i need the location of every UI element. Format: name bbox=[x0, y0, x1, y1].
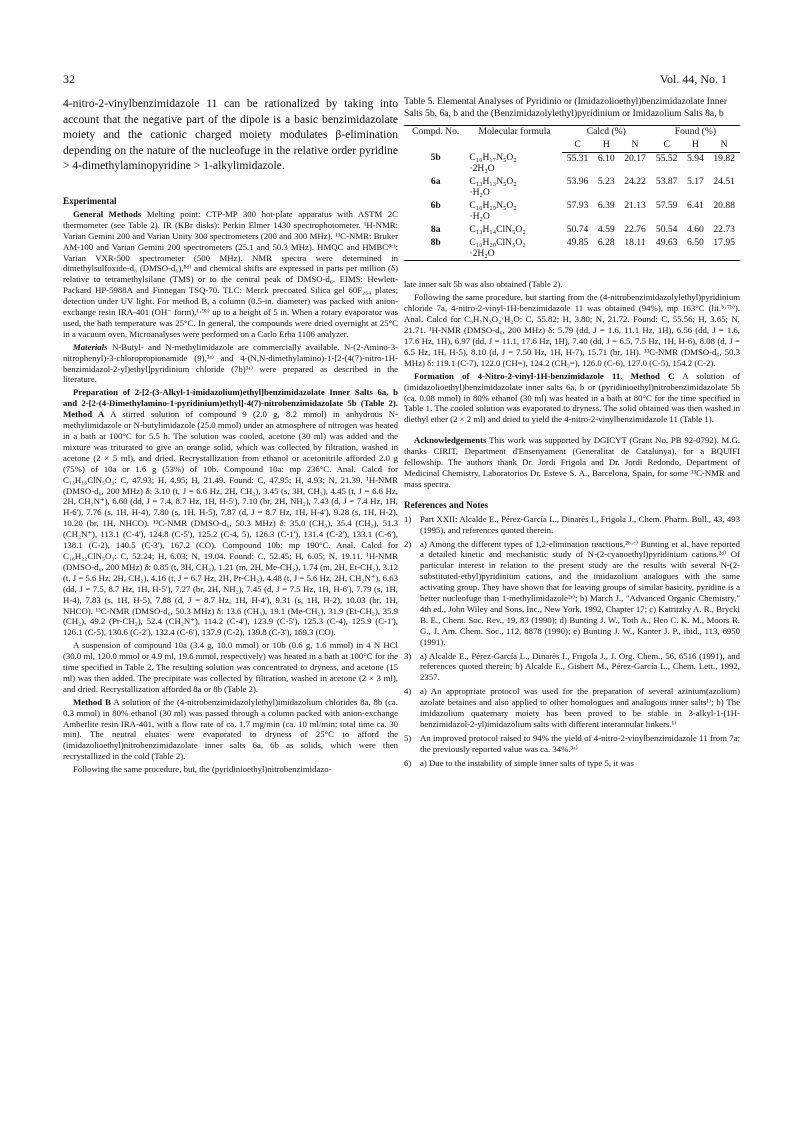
found-c-cell: 57.59 bbox=[655, 199, 678, 211]
found-c-cell: 50.54 bbox=[655, 223, 678, 235]
right-column bbox=[404, 96, 740, 772]
found-n-cell: 19.82 bbox=[713, 152, 735, 164]
formula-hydrate: ·H₂O bbox=[469, 187, 490, 199]
calcd-h-cell: 6.39 bbox=[597, 199, 615, 211]
col-calcd: Calcd (%) bbox=[562, 126, 651, 139]
formula-main: C₁₆H₁₇N₅O₂ bbox=[469, 152, 517, 164]
method-b-text: A solution of the (4-nitrobenzimidazolylethyl)imidazolium chlorides 8a, 8b (ca. 0.3 mmol) in 80% ethanol (30 ml) was passed through a column packed with anion-exchange Amberlite resin IRA-401, with a flow rate of ca. 1.7 mg/min (ca. 10 ml/min; total time ca. 30 min). The neutral eluates were evaporated to dryness of 25°C to afford the (imidazolioethyl)nitrobenzimidazolate inner salts 6a, 6b as solids, which were then recrystallized in the cold (Table 2). bbox=[63, 696, 398, 762]
vinyl-following-paragraph: Following the same procedure, but starting from the (4-nitrobenzimidazolylethyl)pyridinium chloride 7a, 4-nitro-2-vinyl-1H-benzimidazole 11 was obtained (94%), mp 163°C (lit.⁵·⁷ᵇ⁾). Anal. Calcd for C₉H₇N₃O₂·H₂O: C, 55.82; H, 3.80; N, 21.72. Found: C, 55.56; H, 3.65; N, 21.71. ¹H-NMR (DMSO-d₆, 200 MHz) δ: 5.79 (dd, J = 1.6, 11.1 Hz, 1H), 6.56 (dd, J = 1.6, 17.6 Hz, 1H), 6.97 (dd, J = 11.1, 17.6 Hz, 1H), 7.40 (dd, J = 6.5, 7.5 Hz, 1H, H-6), 8.08 (d, J = 6.5 Hz, 1H, H-5), 8.10 (d, J = 7.50 Hz, 1H, H-7), 15.71 (br, 1H). ¹³C-NMR (DMSO-d₆, 50.3 MHz) δ: 119.1 (C-7), 122.0 (CH=), 124.2 (CH₂=), 126.0 (C-6), 127.0 (C-5), 154.2 (C-2). bbox=[404, 292, 740, 368]
table5-body bbox=[404, 152, 740, 261]
col-compd: Compd. No. bbox=[404, 126, 467, 153]
suspension-paragraph: A suspension of compound 10a (3.4 g, 10.0 mmol) or 10b (0.6 g, 1.6 mmol) in 4 N HCl (30.0 ml, 120.0 mmol or 4.9 ml, 19.6 mmol, respectively) was heated in a bath at 100°C for the time specified in Table 2. The resulting solution was concentrated to dryness, and acetone (15 ml) was then added. The precipitate was collected by filtration, washed in acetone (2 × 3 ml), and dried. Recrystallization afforded 8a or 8b (Table 2). bbox=[63, 640, 398, 694]
found-c-cell: 55.52 bbox=[655, 152, 678, 164]
reference-item bbox=[404, 539, 740, 648]
compd-cell: 8b bbox=[404, 237, 467, 261]
formula-hydrate: ·2H₂O bbox=[469, 247, 495, 259]
reference-number: 1) bbox=[404, 513, 412, 524]
volume-info: Vol. 44, No. 1 bbox=[659, 72, 727, 86]
reference-number: 2) bbox=[404, 538, 412, 549]
reference-item bbox=[404, 514, 740, 536]
col-calcd-c: C bbox=[562, 139, 594, 152]
formula-cell bbox=[467, 200, 561, 224]
materials-paragraph bbox=[63, 342, 398, 386]
elemental-analysis-table bbox=[404, 125, 740, 261]
found-h-cell: 6.50 bbox=[683, 237, 709, 261]
found-h-cell: 5.94 bbox=[687, 152, 704, 164]
acknowledgements-paragraph bbox=[404, 435, 740, 490]
table-row bbox=[404, 200, 740, 224]
formation-title: Formation of 4-Nitro-2-vinyl-1H-benzimidazole 11. Method C bbox=[414, 370, 675, 381]
materials-text: N-Butyl- and N-methylimidazole are commercially available. N-(2-Amino-3-nitrophenyl)-3-chloropropionamide (9),³ᵃ⁾ and 4-(N,N-dimethylamino)-1-[2-(4(7)-nitro-1H-benzimidazol-2-yl)ethyl]pyridinium chloride (7b)³ᵃ⁾ were prepared as described in the literature. bbox=[63, 341, 398, 385]
reference-number: 6) bbox=[404, 757, 412, 768]
page-number: 32 bbox=[63, 72, 75, 86]
table-row bbox=[404, 237, 740, 261]
formula-main: C₁₃H₁₃N₅O₂ bbox=[469, 176, 517, 188]
left-column bbox=[63, 96, 398, 777]
late-inner-salt-line: late inner salt 5b was also obtained (Table 2). bbox=[404, 279, 563, 290]
calcd-c-cell: 55.31 bbox=[566, 152, 589, 164]
general-methods-label: General Methods bbox=[73, 208, 142, 219]
formula-cell bbox=[467, 237, 561, 261]
calcd-n-cell: 22.76 bbox=[624, 223, 646, 235]
calcd-h-cell: 4.59 bbox=[597, 223, 615, 235]
preparation-text: A stirred solution of compound 9 (2.0 g, 8.2 mmol) in anhydrous N-methylimidazole or N-butylimidazole (25.0 mmol) under an atmosphere of nitrogen was heated in a bath at 100°C for 5.5 h. The solution was cooled, acetone (30 ml) was added and the mixture was triturated to give an orange solid, which was collected by filtration, washed in acetone (2 × 5 ml), and dried. Recrystallization from ethanol or acetonitrile afforded 2.0 g (75%) of 10a or 1.6 g (53%) of 10b. Compound 10a: mp 236°C. Anal. Calcd for C₁₃H₁₆ClN₅O₃: C, 47.93; H, 4.95; H, 21.49. Found: C, 47.95; H, 4.93; N, 21.39. ¹H-NMR (DMSO-d₆, 200 MHz) δ: 3.10 (t, J = 6.6 Hz, 2H, CH₂), 3.45 (s, 3H, CH₃), 4.45 (t, J = 6.6 Hz, 2H, CH₂N⁺), 6.60 (dd, J = 7.4, 8.7 Hz, 1H, H-5'), 7.10 (br, 2H, NH₂), 7.43 (d, J = 7.4 Hz, 1H, H-6'), 7.76 (s, 1H, H-4), 7.80 (s, 1H, H-5), 7.87 (d, J = 8.7 Hz, 1H, H-4'), 9.28 (s, 1H, H-2), 10.20 (br, 1H, NHCO). ¹³C-NMR (DMSO-d₆, 50.3 MHz) δ: 35.0 (CH₃), 35.4 (CH₂), 51.3 (CH₂N⁺), 113.1 (C-4'), 124.8 (C-5'), 125.2 (C-4, 5), 126.3 (C-1'), 131.4 (C-2'), 133.1 (C-6'), 138.1 (C-2), 140.5 (C-3'), 167.2 (CO). Compound 10b: mp 190°C. Anal. Calcd for C₁₆H₂₂ClN₅O₃: C, 52.24; H, 6.03; N, 19.04. Found: C, 52.45; H, 6.05; N, 19.11. ¹H-NMR (DMSO-d₆, 200 MHz) δ: 0.85 (t, 3H, CH₃), 1.21 (m, 2H, Me-CH₂), 1.74 (m, 2H, Et-CH₂), 3.12 (t, J = 5.6 Hz, 2H, CH₂), 4.16 (t, J = 6.7 Hz, 2H, Pr-CH₂), 4.48 (t, J = 5.6 Hz, 2H, CH₂N⁺), 6.63 (dd, J = 7.5, 8.7 Hz, 1H, H-5'), 7.27 (br, 2H, NH₂), 7.45 (d, J = 7.5 Hz, 1H, H-6'), 7.79 (s, 1H, H-4), 7.83 (s, 1H, H-5), 7.88 (d, J = 8.7 Hz, 1H, H-4'), 9.31 (s, 1H, H-2), 10.03 (br, 1H, NHCO). ¹³C-NMR (DMSO-d₆, 50.3 MHz) δ: 13.6 (CH₃), 19.1 (Me-CH₂), 31.9 (Et-CH₂), 35.9 (CH₂), 49.2 (Pr-CH₂), 52.4 (CH₂N⁺), 114.2 (C-4'), 123.9 (C-5'), 125.3 (C-4), 125.9 (C-1'), 126.1 (C-5), 130.6 (C-2'), 132.4 (C-6'), 137.9 (C-2), 139.8 (C-3'), 169.3 (CO). bbox=[63, 409, 398, 638]
calcd-n-cell: 21.13 bbox=[624, 199, 646, 211]
compd-cell: 6a bbox=[430, 176, 441, 188]
col-found-n: N bbox=[708, 139, 740, 152]
found-h-cell: 6.41 bbox=[687, 199, 704, 211]
compd-cell: 6b bbox=[430, 199, 441, 211]
ack-text: This work was supported by DGICYT (Grant No. PB 92-0792). M.G. thanks CIRIT, Department d'Ensenyament (Generalitat de Catalunya), for a BQUIFI fellowship. The authors thank Dr. Jordi Frigola and Dr. Jordi Redondo, Department of Medicinal Chemistry, Laboratorios Dr. Esteve S. A., Barcelona, Spain, for some ¹³C-NMR and mass spectra. bbox=[404, 435, 740, 489]
found-h-cell: 4.60 bbox=[687, 223, 704, 235]
calcd-h-cell: 5.23 bbox=[597, 176, 615, 188]
reference-text: a) An appropriate protocol was used for the preparation of several azinium(azolium) azolate betaines and also applied to other homologues and analogous inner salts¹⁾; b) The imidazolium quaternary moiety has been proved to be stable in 3-alkyl-1-(1H-benzimidazol-2-yl)imidazolium salts with different interannular linkers.¹⁾ bbox=[420, 686, 740, 729]
found-n-cell: 24.51 bbox=[713, 176, 735, 188]
intro-paragraph: 4-nitro-2-vinylbenzimidazole 11 can be rationalized by taking into account that the negative part of the dipole is a basic benzimidazolate moiety and the cationic charged moiety modulates β-elimination depending on the nature of the nucleofuge in the relative order pyridine > 4-dimethylaminopyridine > 1-alkylimidazole. bbox=[63, 97, 398, 173]
reference-number: 5) bbox=[404, 732, 412, 743]
reference-number: 3) bbox=[404, 650, 412, 661]
formula-main: C₁₆H₁₉N₅O₂ bbox=[469, 199, 517, 211]
reference-text: a) Due to the instability of simple inner salts of type 5, it was bbox=[420, 757, 634, 768]
reference-text: Part XXII: Alcalde E., Pérez-García L., Dinarès I., Frigola J., Chem. Pharm. Bull., 43, 493 (1995), and references quoted therein. bbox=[420, 513, 740, 535]
formula-main: C₁₃H₁₄ClN₅O₂ bbox=[469, 223, 526, 235]
found-n-cell: 22.73 bbox=[713, 223, 735, 235]
reference-number: 4) bbox=[404, 686, 412, 697]
formula-hydrate: ·2H₂O bbox=[469, 163, 495, 175]
general-methods-text: Melting point: CTP-MP 300 hot-plate apparatus with ASTM 2C thermometer (see Table 2). IR (KBr disks): Perkin Elmer 1430 spectrophotometer. ¹H-NMR: Varian Gemini 200 and Varian Unity 300 spectrometers (200 and 300 MHz). ¹³C-NMR: Bruker AM-100 and Varian Gemini 200 spectrometers (25.1 and 50.3 MHz). HMQC and HMBC⁸ᶜ⁾: Varian VXR-500 spectrometer (500 MHz). NMR spectra were determined in dimethylsulfoxide-d₆ (DMSO-d₆),⁸ᵈ⁾ and chemical shifts are expressed in parts per million (δ) relative to tetramethylsilane (TMS) or to the central peak of DMSO-d₆. EIMS: Hewlett-Packard HP-5988A and Finnegan TSQ-70. TLC: Merck precoated Silica gel 60F₂₅₄ plates; detection under UV light. For method B, a column (0.5-in. diameter) was packed with anion-exchange resin IRA-401 (OH⁻ form),¹·⁹ᵇ⁾ up to a height of 5 in. When a rotary evaporator was used, the bath temperature was 25°C. In general, the compounds were dried overnight at 25°C in a vacuum oven. Microanalyses were performed on a Carlo Erba 1106 analyzer. bbox=[63, 208, 399, 339]
formula-cell bbox=[467, 224, 561, 237]
general-methods-paragraph bbox=[63, 209, 398, 340]
table-row bbox=[404, 152, 740, 176]
formula-cell bbox=[467, 152, 561, 176]
following-paragraph: Following the same procedure, but, the (pyridinioethyl)nitrobenzimidazo- bbox=[73, 764, 332, 775]
reference-item bbox=[404, 733, 740, 755]
calcd-h-cell: 6.10 bbox=[597, 152, 615, 164]
method-b-paragraph bbox=[63, 697, 398, 762]
compd-cell: 8a bbox=[430, 223, 441, 235]
table-row bbox=[404, 224, 740, 237]
compd-cell: 5b bbox=[430, 152, 441, 164]
calcd-c-cell: 57.93 bbox=[566, 199, 589, 211]
method-b-label: Method B bbox=[73, 696, 111, 707]
experimental-heading: Experimental bbox=[63, 195, 117, 206]
reference-text: An improved protocol raised to 94% the yield of 4-nitro-2-vinylbenzimidazole 11 from 7a; the previously reported value was ca. 34%.³ᵃ⁾ bbox=[420, 732, 740, 754]
formation-text: A solution of (imidazolioethyl)benzimidazolate inner salts 6a, b or (pyridinioethyl)nitrobenzimidazolate 5b (ca. 0.08 mmol) in 80% ethanol (30 ml) was heated in a bath at 80°C for the time specified in Table 1. The cooled solution was evaporated to dryness. The solid obtained was then washed in diethyl ether (2 × 2 ml) and dried to yield the 4-nitro-2-vinylbenzimidazole 11 (Table 1). bbox=[404, 370, 740, 425]
preparation-title: Preparation of 2-[2-(3-Alkyl-1-imidazolium)ethyl]benzimidazolate Inner Salts 6a, b and 2-[2-(4-Dimethylamino-1-pyridinium)ethyl]-4(7)-nitrobenzimidazolate 5b (Table 2). Method A bbox=[63, 387, 398, 420]
found-n-cell: 20.88 bbox=[713, 199, 735, 211]
found-c-cell: 53.87 bbox=[655, 176, 678, 188]
reference-item bbox=[404, 758, 740, 769]
formula-hydrate: ·H₂O bbox=[469, 210, 490, 222]
reference-text: a) Alcalde E., Pérez-García L., Dinarès I., Frigola J., J. Org. Chem., 56, 6516 (1991), and references quoted therein; b) Alcalde E., Gisbert M., Pérez-García L., Chem. Lett., 1992, 2357. bbox=[420, 650, 740, 683]
materials-label: Materials bbox=[73, 341, 108, 352]
found-c-cell: 49.63 bbox=[651, 237, 683, 261]
ack-title: Acknowledgements bbox=[414, 435, 487, 446]
col-formula: Molecular formula bbox=[467, 126, 561, 153]
found-h-cell: 5.17 bbox=[687, 176, 704, 188]
calcd-n-cell: 24.22 bbox=[624, 176, 646, 188]
calcd-n-cell: 18.11 bbox=[619, 237, 651, 261]
formation-paragraph bbox=[404, 371, 740, 426]
reference-text: a) Among the different types of 1,2-elimination reactions,²ᵇ·ᶜ⁾ Bunting et al. have reported a detailed kinetic and mechanistic study of N-(2-cyanoethyl)pyridinium cations.²ᵈ⁾ Of particular interest in relation to the present study are the results with several N-(2-substituted-ethyl)pyridinium cations, and the imidazolium analogues with the same activating group. They have shown that for leaving groups of similar basicity, pyridine is a better nucleofuge than 1-methylimidazole²ᵉ⁾; b) March J., "Advanced Organic Chemistry," 4th ed., John Wiley and Sons, Inc., New York, 1992, Chapter 17; c) Katritzky A. R., Brycki B. E., Chem. Soc. Rev., 19, 83 (1990); d) Bunting J. W., Toth A., Heo C. K. M., Moors R. G., J. Am. Chem. Soc., 112, 8878 (1990); e) Bunting J. W., Kanter J. P., ibid., 113, 6950 (1991). bbox=[420, 538, 740, 647]
col-found-h: H bbox=[683, 139, 709, 152]
references-list bbox=[404, 514, 740, 769]
reference-item bbox=[404, 686, 740, 730]
calcd-c-cell: 50.74 bbox=[566, 223, 589, 235]
calcd-c-cell: 49.85 bbox=[562, 237, 594, 261]
col-found-c: C bbox=[651, 139, 683, 152]
table-row bbox=[404, 176, 740, 200]
formula-main: C₁₆H₂₀ClN₅O₂ bbox=[469, 236, 526, 248]
col-calcd-h: H bbox=[593, 139, 619, 152]
table5-caption: Table 5. Elemental Analyses of Pyridinio or (Imidazolioethyl)benzimidazolate Inner Salts 5b, 6a, b and the (Benzimidazolylethyl)pyridinium or Imidazolium Salts 8a, b bbox=[404, 96, 728, 119]
references-heading: References and Notes bbox=[404, 499, 489, 510]
col-found: Found (%) bbox=[651, 126, 740, 139]
calcd-n-cell: 20.17 bbox=[624, 152, 646, 164]
calcd-c-cell: 53.96 bbox=[566, 176, 589, 188]
calcd-h-cell: 6.28 bbox=[593, 237, 619, 261]
formula-cell bbox=[467, 176, 561, 200]
preparation-paragraph bbox=[63, 387, 398, 638]
found-n-cell: 17.95 bbox=[708, 237, 740, 261]
reference-item bbox=[404, 651, 740, 684]
col-calcd-n: N bbox=[619, 139, 651, 152]
